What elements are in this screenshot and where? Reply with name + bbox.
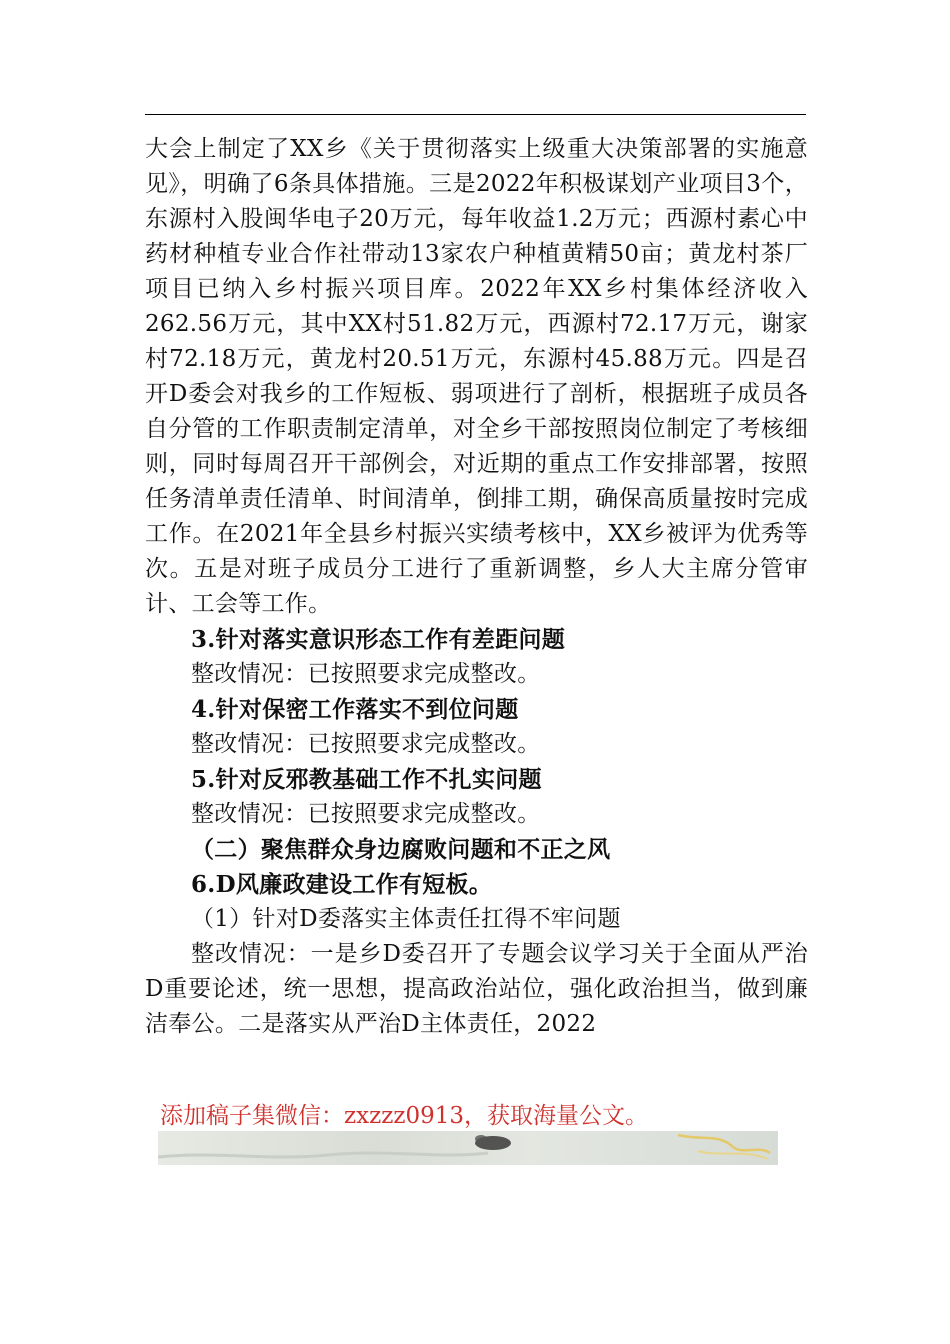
promo-text: 添加稿子集微信：zxzzz0913，获取海量公文。 <box>160 1103 648 1129</box>
decorative-banner-image <box>158 1131 778 1165</box>
section-heading-4: 4.针对保密工作落实不到位问题 <box>191 696 519 723</box>
chapter-heading-2: （二）聚焦群众身边腐败问题和不正之风 <box>191 836 611 863</box>
header-rule <box>145 114 806 115</box>
rectification-status: 整改情况：已按照要求完成整改。 <box>191 801 541 827</box>
section-heading-5: 5.针对反邪教基础工作不扎实问题 <box>191 766 542 793</box>
section-heading-3: 3.针对落实意识形态工作有差距问题 <box>191 626 566 653</box>
document-body <box>145 132 808 1042</box>
rectification-status: 整改情况：已按照要求完成整改。 <box>191 731 541 757</box>
body-paragraph: 大会上制定了XX乡《关于贯彻落实上级重大决策部署的实施意见》，明确了6条具体措施。三是2022年积极谋划产业项目3个，东源村入股闽华电子20万元，每年收益1.2万元；西源村素心中药材种植专业合作社带动13家农户种植黄精50亩；黄龙村茶厂项目已纳入乡村振兴项目库。2022年XX乡村集体经济收入262.56万元，其中XX村51.82万元，西源村72.17万元，谢家村72.18万元，黄龙村20.51万元，东源村45.88万元。四是召开D委会对我乡的工作短板、弱项进行了剖析，根据班子成员各自分管的工作职责制定清单，对全乡干部按照岗位制定了考核细则，同时每周召开干部例会，对近期的重点工作安排部署，按照任务清单责任清单、时间清单，倒排工期，确保高质量按时完成工作。在2021年全县乡村振兴实绩考核中，XX乡被评为优秀等次。五是对班子成员分工进行了重新调整，乡人大主席分管审计、工会等工作。 <box>145 136 808 617</box>
ink-landscape-icon <box>158 1131 778 1165</box>
body-paragraph: 整改情况：一是乡D委召开了专题会议学习关于全面从严治D重要论述，统一思想，提高政治站位，强化政治担当，做到廉洁奉公。二是落实从严治D主体责任，2022 <box>145 941 808 1037</box>
subsection-heading-1: （1）针对D委落实主体责任扛得不牢问题 <box>191 906 621 932</box>
rectification-status: 整改情况：已按照要求完成整改。 <box>191 661 541 687</box>
section-heading-6: 6.D风廉政建设工作有短板。 <box>191 871 493 898</box>
